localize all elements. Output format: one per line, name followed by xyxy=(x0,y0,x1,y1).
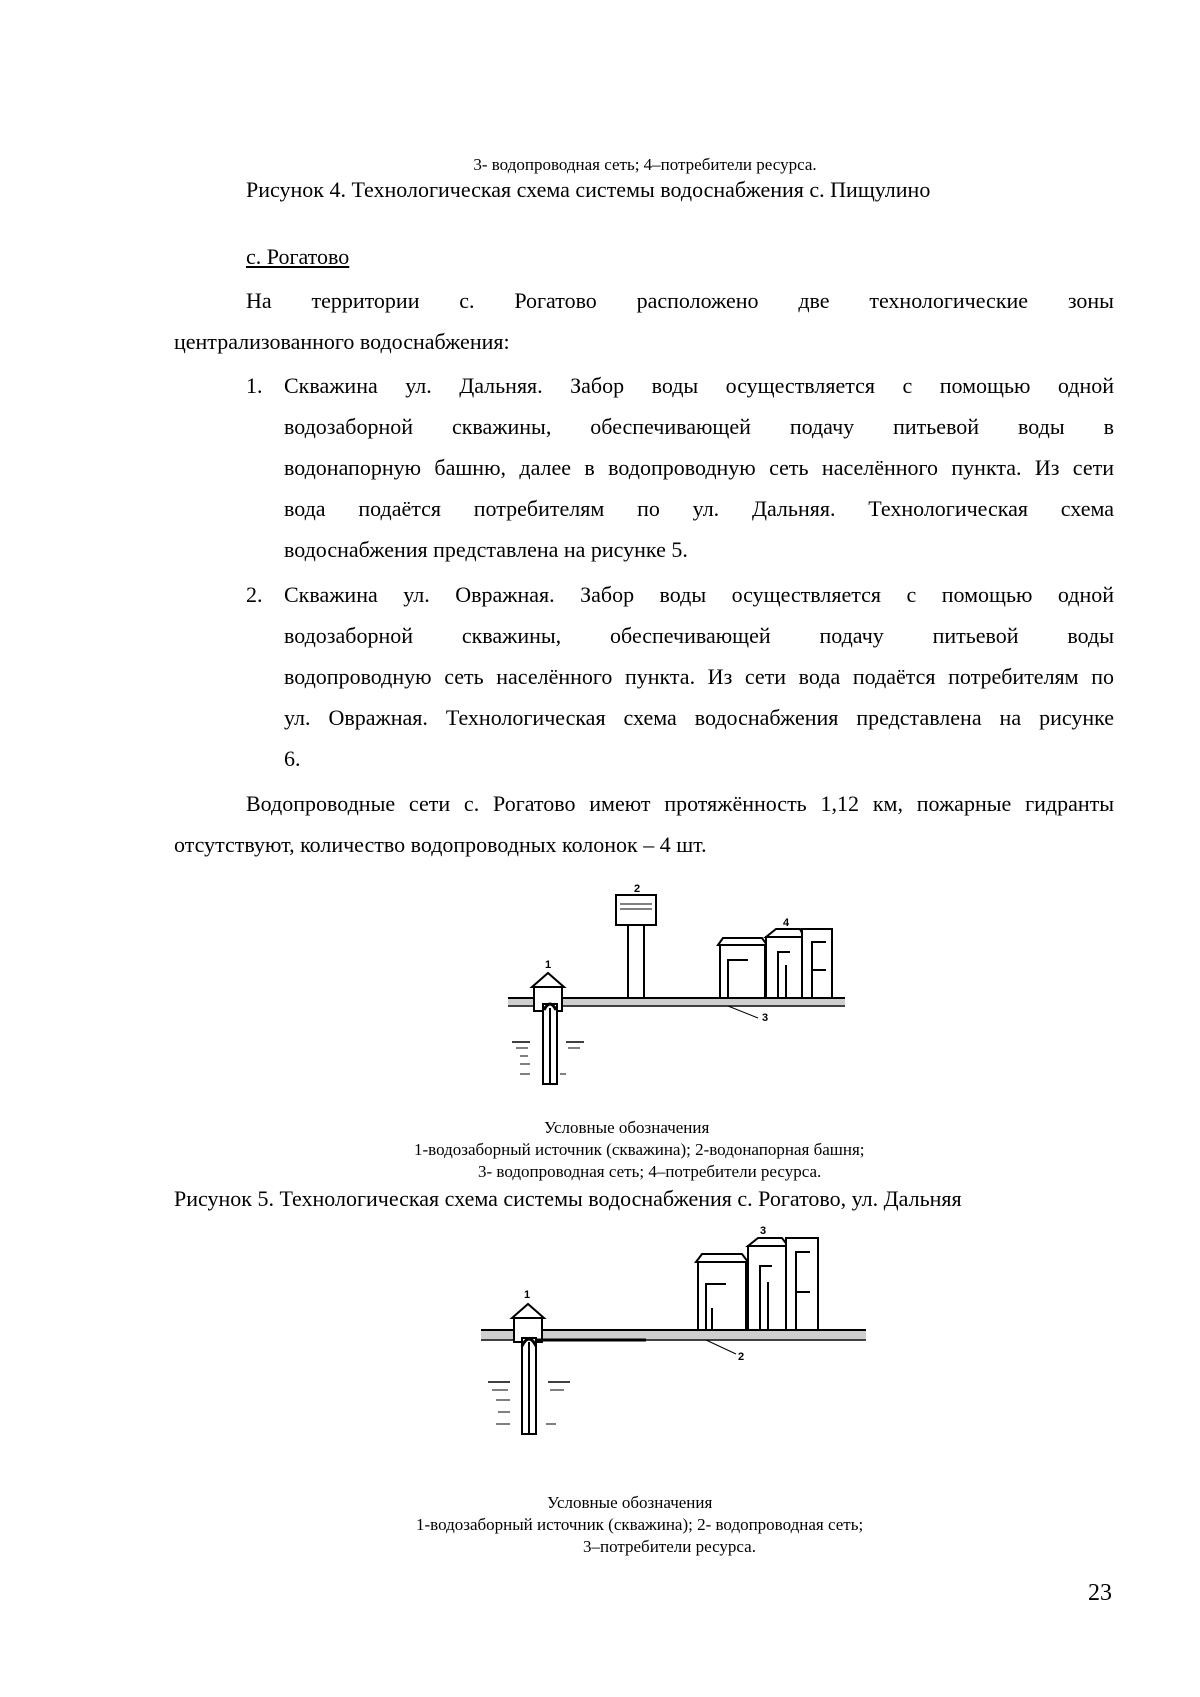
page-number: 23 xyxy=(1088,1580,1112,1606)
figure5-label-2: 2 xyxy=(634,883,641,895)
figure6-legend-line-2: 3–потребители ресурса. xyxy=(583,1537,756,1556)
intro-line-2: централизованного водоснабжения: xyxy=(174,329,510,354)
figure6-label-2: 2 xyxy=(738,1351,745,1363)
networks-line-1: Водопроводные сети с. Рогатово имеют протяжённость 1,12 км, пожарные гидранты xyxy=(246,791,1114,816)
figure6-legend-line-1: 1-водозаборный источник (скважина); 2- водопроводная сеть; xyxy=(416,1515,864,1534)
figure5-label-1: 1 xyxy=(545,959,552,971)
figure5-legend-title: Условные обозначения xyxy=(544,1118,710,1137)
intro-paragraph xyxy=(174,280,1114,362)
figure5-legend-line-1: 1-водозаборный источник (скважина); 2-водонапорная башня; xyxy=(414,1140,865,1159)
figure4-caption: Рисунок 4. Технологическая схема системы водоснабжения с. Пищулино xyxy=(246,177,931,202)
list-item-2: Скважина ул. Овражная. Забор воды осуществляется с помощью одной водозаборной скважины, обеспечивающей подачу питьевой воды водопроводную сеть населённого пункта. Из сети вода подаётся потребителям по ул. Овражная. Технологическая схема водоснабжения представлена на рисунке 6. xyxy=(284,582,1114,771)
figure5-legend-line-2: 3- водопроводная сеть; 4–потребители ресурса. xyxy=(478,1162,822,1181)
figure4-legend-line: 3- водопроводная сеть; 4–потребители ресурса. xyxy=(473,155,817,174)
figure5-diagram xyxy=(500,880,860,1110)
networks-line-2: отсутствуют, количество водопроводных колонок – 4 шт. xyxy=(174,832,707,857)
list-item-1-number: 1. xyxy=(246,373,263,398)
figure6-diagram xyxy=(476,1222,876,1472)
intro-line-1: На территории с. Рогатово расположено две технологические зоны xyxy=(246,288,1114,313)
figure6-label-1: 1 xyxy=(524,1289,531,1301)
figure6-legend-title: Условные обозначения xyxy=(547,1493,713,1512)
section-heading: с. Рогатово xyxy=(246,244,350,269)
figure5-caption: Рисунок 5. Технологическая схема системы водоснабжения с. Рогатово, ул. Дальняя xyxy=(174,1186,962,1211)
figure6-label-3: 3 xyxy=(760,1225,767,1237)
figure5-label-4: 4 xyxy=(783,917,790,929)
list-item-1: Скважина ул. Дальняя. Забор воды осуществляется с помощью одной водозаборной скважины, обеспечивающей подачу питьевой воды в водонапорную башню, далее в водопроводную сеть населённого пункта. Из сети вода подаётся потребителям по ул. Дальняя. Технологическая схема водоснабжения представлена на рисунке 5. xyxy=(284,373,1114,562)
list-item-2-number: 2. xyxy=(246,582,263,607)
figure5-label-3: 3 xyxy=(762,1012,769,1024)
networks-paragraph xyxy=(174,783,1114,865)
